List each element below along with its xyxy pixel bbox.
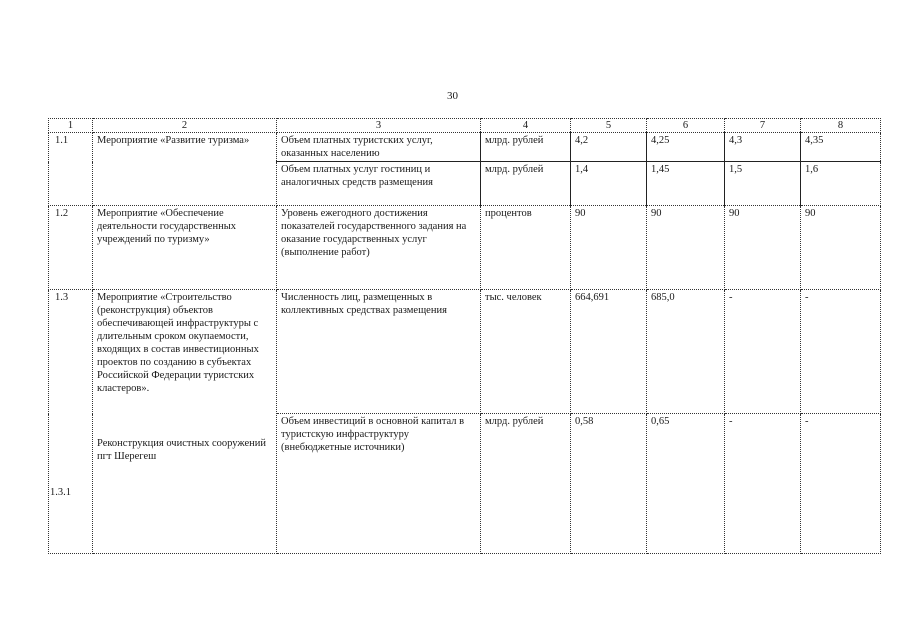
indicator-unit: млрд. рублей	[481, 133, 571, 162]
value-col-6: 90	[647, 206, 725, 290]
value-col-7: 4,3	[725, 133, 801, 162]
row-number: 1.2	[49, 206, 93, 290]
value-col-6: 685,0	[647, 290, 725, 414]
header-cell: 7	[725, 119, 801, 133]
value-col-5: 90	[571, 206, 647, 290]
value-col-8: 1,6	[801, 162, 881, 206]
value-col-6: 0,65	[647, 414, 725, 554]
indicator-name: Численность лиц, размещенных в коллективных средствах размещения	[277, 290, 481, 414]
row-number: 1.3	[55, 292, 69, 303]
row-number: 1.1	[49, 133, 93, 206]
header-cell: 8	[801, 119, 881, 133]
value-col-8: -	[801, 290, 881, 414]
header-cell: 6	[647, 119, 725, 133]
row-number-cell	[49, 290, 93, 554]
header-cell: 3	[277, 119, 481, 133]
indicator-name: Объем платных туристских услуг, оказанных населению	[277, 133, 481, 162]
event-name: Мероприятие «Развитие туризма»	[93, 133, 277, 206]
indicator-unit: процентов	[481, 206, 571, 290]
sub-row-number: 1.3.1	[50, 487, 71, 498]
indicator-unit: млрд. рублей	[481, 162, 571, 206]
header-cell: 1	[49, 119, 93, 133]
page-number: 30	[447, 90, 458, 102]
value-col-6: 4,25	[647, 133, 725, 162]
indicator-unit: тыс. человек	[481, 290, 571, 414]
value-col-8: 90	[801, 206, 881, 290]
indicator-unit: млрд. рублей	[481, 414, 571, 554]
value-col-6: 1,45	[647, 162, 725, 206]
value-col-8: 4,35	[801, 133, 881, 162]
value-col-7: -	[725, 414, 801, 554]
value-col-7: 1,5	[725, 162, 801, 206]
event-name: Мероприятие «Строительство (реконструкция) объектов обеспечивающей инфраструктуры с длительным сроком окупаемости, входящих в состав инвестиционных проектов по созданию в субъектах Российской Федерации туристских кластеров».	[97, 292, 259, 394]
event-name: Мероприятие «Обеспечение деятельности государственных учреждений по туризму»	[93, 206, 277, 290]
value-col-7: -	[725, 290, 801, 414]
indicator-name: Уровень ежегодного достижения показателей государственного задания на оказание государственных услуг (выполнение работ)	[277, 206, 481, 290]
value-col-5: 1,4	[571, 162, 647, 206]
header-cell: 5	[571, 119, 647, 133]
header-cell: 2	[93, 119, 277, 133]
sub-event-name: Реконструкция очистных сооружений пгт Шерегеш	[97, 438, 267, 462]
spacer	[97, 395, 272, 437]
indicator-name: Объем платных услуг гостиниц и аналогичных средств размещения	[277, 162, 481, 206]
value-col-7: 90	[725, 206, 801, 290]
header-row	[49, 119, 881, 133]
value-col-5: 664,691	[571, 290, 647, 414]
indicators-table	[48, 118, 881, 554]
header-cell: 4	[481, 119, 571, 133]
value-col-8: -	[801, 414, 881, 554]
table-row	[49, 290, 881, 414]
table-row	[49, 206, 881, 290]
table-row	[49, 133, 881, 162]
value-col-5: 4,2	[571, 133, 647, 162]
indicator-name: Объем инвестиций в основной капитал в туристскую инфраструктуру (внебюджетные источники)	[277, 414, 481, 554]
value-col-5: 0,58	[571, 414, 647, 554]
event-cell	[93, 290, 277, 554]
spacer	[55, 304, 88, 486]
